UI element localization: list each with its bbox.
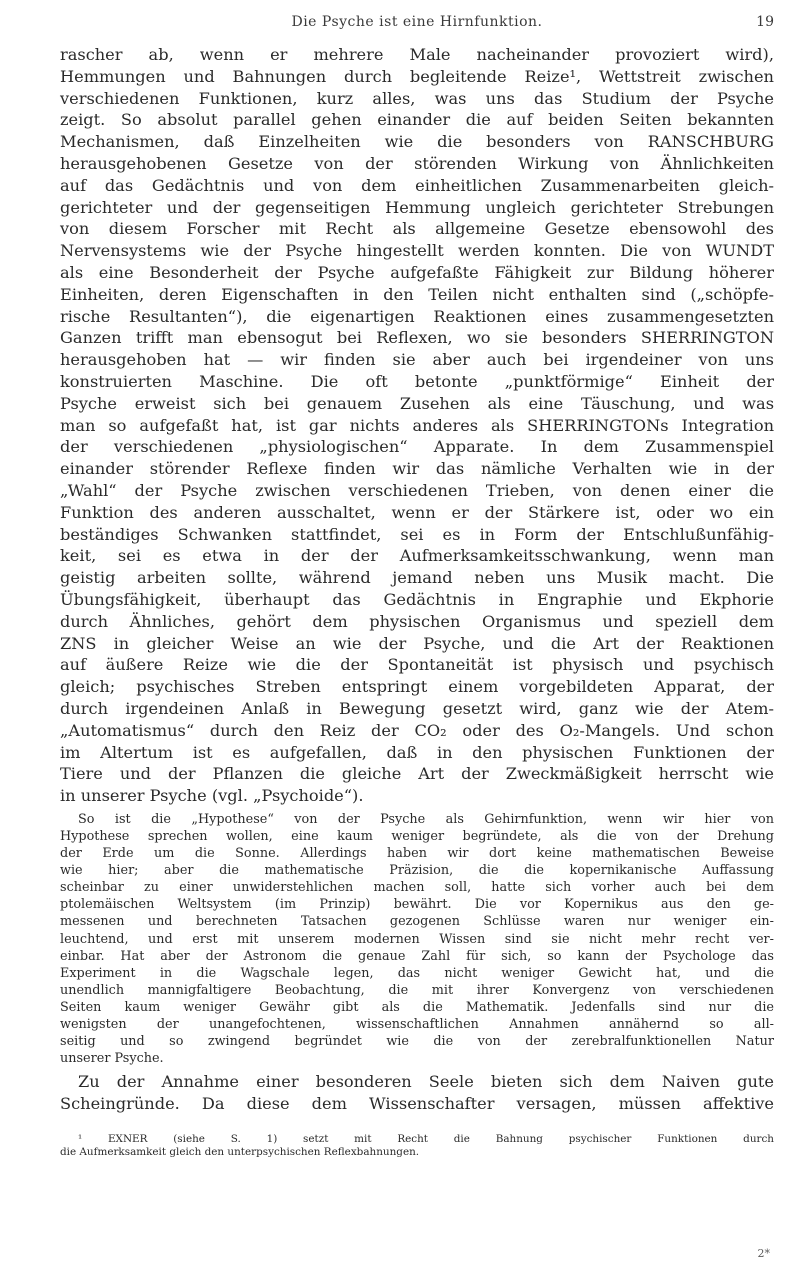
text-line: Scheingründe. Da diese dem Wissenschafter versagen, müssen affektive (60, 1094, 774, 1114)
text-line: auf das Gedächtnis und von dem einheitlichen Zusammenarbeiten gleich- (60, 175, 774, 195)
signature-mark: 2* (757, 1247, 770, 1260)
main-paragraph (60, 44, 774, 807)
small-print-paragraph (60, 811, 774, 1067)
footnote-line: die Aufmerksamkeit gleich den unterpsychischen Reflexbahnungen. (60, 1145, 420, 1158)
text-line: geistig arbeiten sollte, während jemand neben uns Musik macht. Die (60, 568, 774, 588)
text-line: Tiere und der Pflanzen die gleiche Art der Zweckmäßigkeit herrscht wie (60, 764, 774, 784)
small-text-line: einbar. Hat aber der Astronom die genaue Zahl für sich, so kann der Psychologe das (60, 948, 774, 964)
small-text-line: der Erde um die Sonne. Allerdings haben wir dort keine mathematischen Beweise (60, 846, 774, 862)
body-text (60, 44, 774, 1159)
footnote-separator (60, 1115, 774, 1133)
text-line: ZNS in gleicher Weise an wie der Psyche, und die Art der Reaktionen (60, 633, 774, 653)
text-line: beständiges Schwanken stattfindet, sei es in Form der Entschlußunfähig- (60, 524, 774, 544)
text-line: durch Ähnliches, gehört dem physischen Organismus und speziell dem (60, 611, 774, 631)
footnote (60, 1133, 774, 1159)
small-text-line: scheinbar zu einer unwiderstehlichen machen soll, hatte sich vorher auch bei dem (60, 880, 774, 896)
small-text-line: unserer Psyche. (60, 1051, 164, 1067)
small-text-line: Hypothese sprechen wollen, eine kaum weniger begründete, als die von der Drehung (60, 828, 774, 844)
small-text-line: messenen und berechneten Tatsachen gezogenen Schlüsse waren nur weniger ein- (60, 914, 774, 930)
text-line: „Automatismus“ durch den Reiz der CO₂ oder des O₂-Mangels. Und schon (60, 720, 774, 740)
text-line: im Altertum ist es aufgefallen, daß in den physischen Funktionen der (60, 742, 774, 762)
text-line: Funktion des anderen ausschaltet, wenn er der Stärkere ist, oder wo ein (60, 502, 774, 522)
running-header (60, 14, 774, 34)
text-line: rascher ab, wenn er mehrere Male nacheinander provoziert wird), (60, 45, 774, 64)
text-line: Ganzen trifft man ebensogut bei Reflexen, wo sie besonders SHERRINGTON (60, 328, 774, 348)
text-line: einander störender Reflexe finden wir das nämliche Verhalten wie in der (60, 459, 774, 479)
text-line: in unserer Psyche (vgl. „Psychoide“). (60, 786, 364, 806)
text-line: rische Resultanten“), die eigenartigen Reaktionen eines zusammengesetzten (60, 306, 774, 326)
running-title: Die Psyche ist eine Hirnfunktion. (291, 14, 543, 30)
text-line: zeigt. So absolut parallel gehen einander die auf beiden Seiten bekannten (60, 110, 774, 130)
small-text-line: leuchtend, und erst mit unserem modernen Wissen sind sie nicht mehr recht ver- (60, 931, 774, 947)
text-line: durch irgendeinen Anlaß in Bewegung gesetzt wird, ganz wie der Atem- (60, 698, 774, 718)
text-line: Hemmungen und Bahnungen durch begleitende Reize¹, Wettstreit zwischen (60, 66, 774, 86)
small-text-line: wie hier; aber die mathematische Präzision, die die kopernikanische Auffassung (60, 863, 774, 879)
text-line: herausgehoben hat — wir finden sie aber auch bei irgendeiner von uns (60, 350, 774, 370)
small-text-line: Experiment in die Wagschale legen, das nicht weniger Gewicht hat, und die (60, 965, 774, 981)
main-paragraph-2 (60, 1071, 774, 1115)
text-line: keit, sei es etwa in der der Aufmerksamkeitsschwankung, wenn man (60, 546, 774, 566)
text-line: Zu der Annahme einer besonderen Seele bieten sich dem Naiven gute (78, 1072, 774, 1092)
text-line: der verschiedenen „physiologischen“ Apparate. In dem Zusammenspiel (60, 437, 774, 457)
small-text-line: So ist die „Hypothese“ von der Psyche als Gehirnfunktion, wenn wir hier von (78, 811, 774, 827)
text-line: Übungsfähigkeit, überhaupt das Gedächtnis in Engraphie und Ekphorie (60, 589, 774, 609)
small-text-line: ptolemäischen Weltsystem (im Prinzip) bewährt. Die vor Kopernikus aus den ge- (60, 897, 774, 913)
text-line: von diesem Forscher mit Recht als allgemeine Gesetze ebensowohl des (60, 219, 774, 239)
text-line: Einheiten, deren Eigenschaften in den Teilen nicht enthalten sind („schöpfe- (60, 284, 774, 304)
text-line: konstruierten Maschine. Die oft betonte „punktförmige“ Einheit der (60, 371, 774, 391)
text-line: Nervensystems wie der Psyche hingestellt werden konnten. Die von WUNDT (60, 241, 774, 261)
small-text-line: unendlich mannigfaltigere Beobachtung, die mit ihrer Konvergenz von verschiedenen (60, 982, 774, 998)
text-line: Mechanismen, daß Einzelheiten wie die besonders von RANSCHBURG (60, 132, 774, 152)
text-line: auf äußere Reize wie die der Spontaneität ist physisch und psychisch (60, 655, 774, 675)
text-line: als eine Besonderheit der Psyche aufgefaßte Fähigkeit zur Bildung höherer (60, 262, 774, 282)
text-line: verschiedenen Funktionen, kurz alles, was uns das Studium der Psyche (60, 88, 774, 108)
page-number: 19 (756, 14, 774, 30)
text-line: gleich; psychisches Streben entspringt einem vorgebildeten Apparat, der (60, 677, 774, 697)
footnote-line: ¹ EXNER (siehe S. 1) setzt mit Recht die Bahnung psychischer Funktionen durch (78, 1132, 774, 1145)
text-line: herausgehobenen Gesetze von der störenden Wirkung von Ähnlichkeiten (60, 153, 774, 173)
text-line: Psyche erweist sich bei genauem Zusehen als eine Täuschung, und was (60, 393, 774, 413)
text-line: gerichteter und der gegenseitigen Hemmung ungleich gerichteter Strebungen (60, 197, 774, 217)
small-text-line: seitig und so zwingend begründet wie die von der zerebralfunktionellen Natur (60, 1034, 774, 1050)
text-line: man so aufgefaßt hat, ist gar nichts anderes als SHERRINGTONs Integration (60, 415, 774, 435)
text-line: „Wahl“ der Psyche zwischen verschiedenen Trieben, von denen einer die (60, 480, 774, 500)
small-text-line: wenigsten der unangefochtenen, wissenschaftlichen Annahmen annähernd so all- (60, 1017, 774, 1033)
small-text-line: Seiten kaum weniger Gewähr gibt als die Mathematik. Jedenfalls sind nur die (60, 999, 774, 1015)
